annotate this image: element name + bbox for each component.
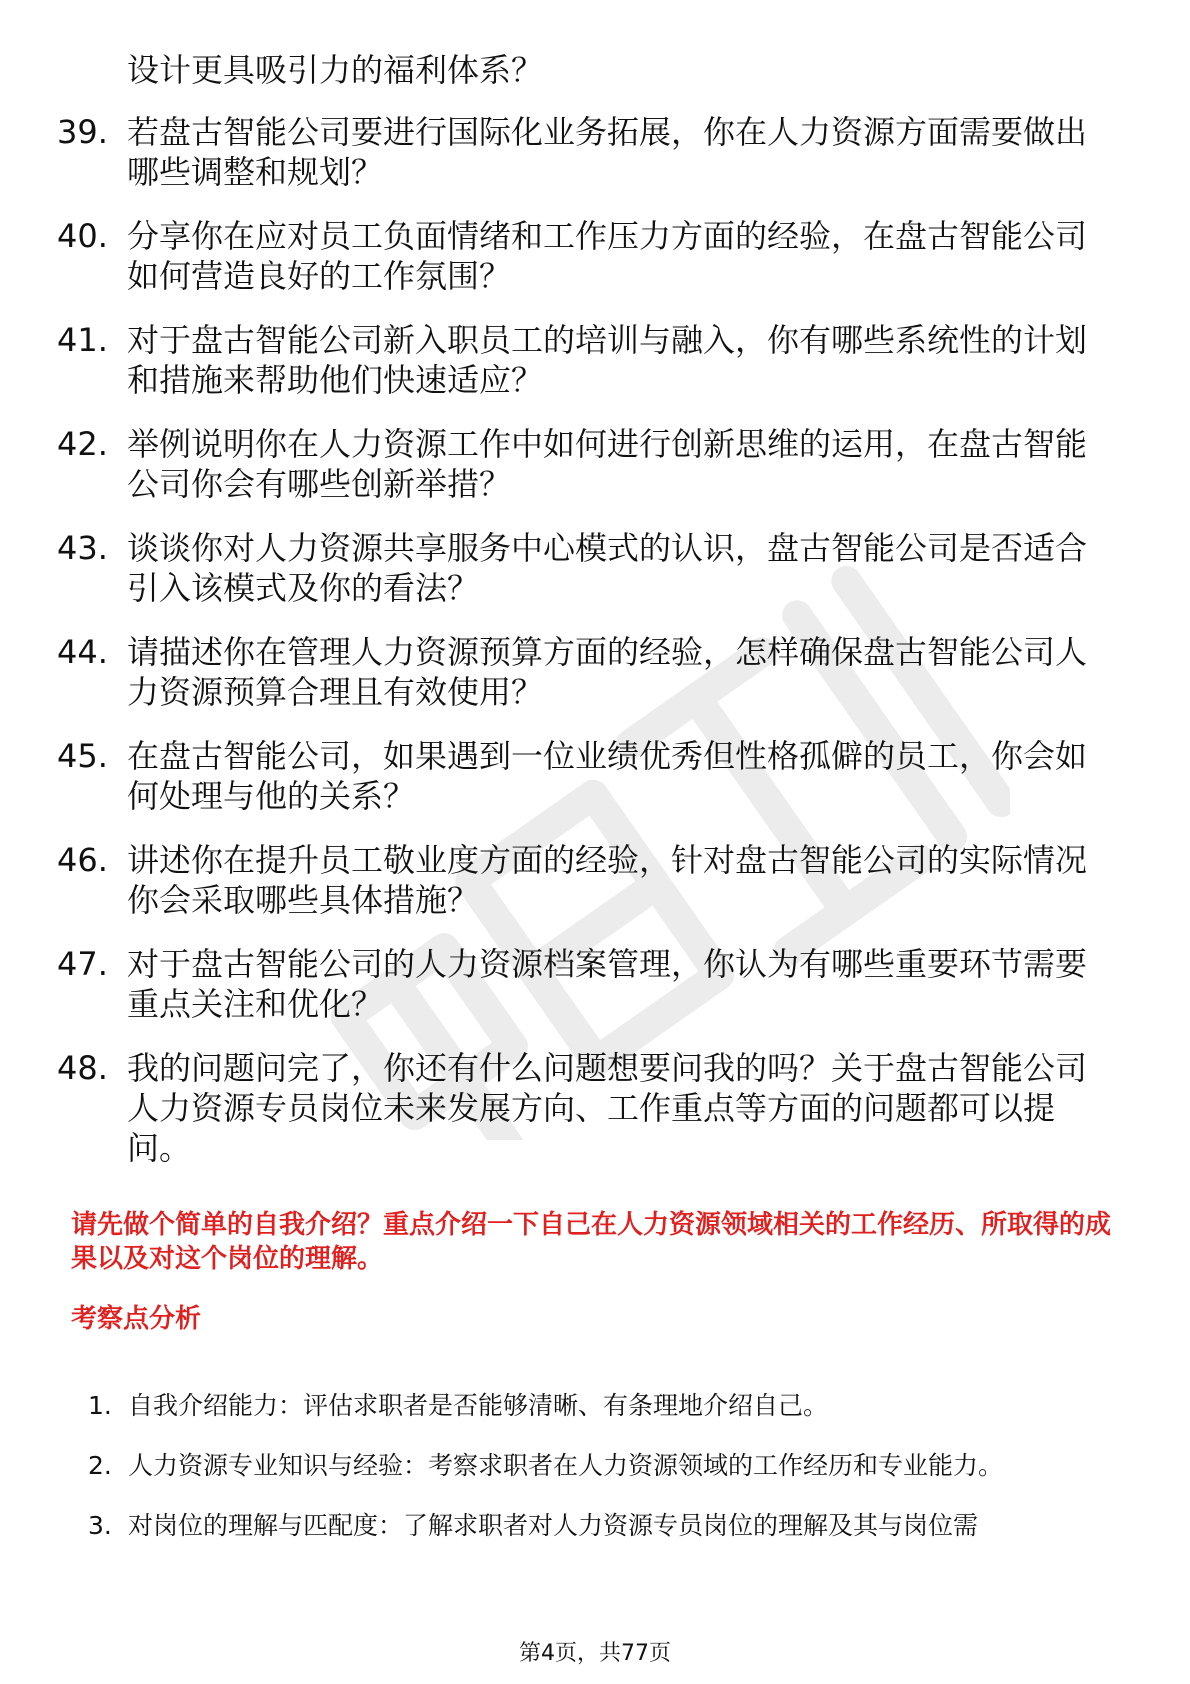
list-item [57, 840, 1117, 944]
continued-question-line: 设计更具吸引力的福利体系？ [127, 51, 544, 89]
question-text: 对于盘古智能公司的人力资源档案管理，你认为有哪些重要环节需要重点关注和优化？ [127, 945, 1088, 1023]
page-footer: 第4页，共77页 [519, 1641, 671, 1666]
question-text: 请描述你在管理人力资源预算方面的经验，怎样确保盘古智能公司人力资源预算合理且有效使用？ [127, 633, 1088, 711]
question-number: 48. [57, 1049, 108, 1087]
analysis-number: 2. [88, 1451, 112, 1480]
analysis-text: 对岗位的理解与匹配度：了解求职者对人力资源专员岗位的理解及其与岗位需 [128, 1511, 979, 1540]
question-text: 我的问题问完了，你还有什么问题想要问我的吗？关于盘古智能公司人力资源专员岗位未来发展方向、工作重点等方面的问题都可以提问。 [127, 1049, 1088, 1167]
question-number: 41. [57, 321, 108, 359]
question-text: 分享你在应对员工负面情绪和工作压力方面的经验，在盘古智能公司如何营造良好的工作氛围？ [127, 217, 1088, 295]
question-text: 讲述你在提升员工敬业度方面的经验，针对盘古智能公司的实际情况你会采取哪些具体措施？ [127, 841, 1088, 919]
analysis-text: 自我介绍能力：评估求职者是否能够清晰、有条理地介绍自己。 [128, 1391, 829, 1420]
question-number: 46. [57, 841, 108, 879]
list-item [57, 320, 1117, 424]
list-item [57, 944, 1117, 1048]
question-number: 42. [57, 425, 108, 463]
question-text: 举例说明你在人力资源工作中如何进行创新思维的运用，在盘古智能公司你会有哪些创新举措？ [127, 425, 1088, 503]
question-number: 44. [57, 633, 108, 671]
list-item [88, 1378, 1128, 1434]
question-text: 在盘古智能公司，如果遇到一位业绩优秀但性格孤僻的员工，你会如何处理与他的关系？ [127, 737, 1088, 815]
analysis-text: 人力资源专业知识与经验：考察求职者在人力资源领域的工作经历和专业能力。 [128, 1451, 1004, 1480]
question-text: 若盘古智能公司要进行国际化业务拓展，你在人力资源方面需要做出哪些调整和规划？ [127, 113, 1088, 191]
question-number: 47. [57, 945, 108, 983]
intro-prompt-heading: 请先做个简单的自我介绍？重点介绍一下自己在人力资源领域相关的工作经历、所取得的成果以及对这个岗位的理解。 [71, 1210, 1112, 1274]
analysis-list [88, 1378, 1128, 1558]
question-number: 43. [57, 529, 108, 567]
analysis-heading: 考察点分析 [71, 1304, 202, 1334]
list-item [88, 1498, 1128, 1554]
question-number: 45. [57, 737, 108, 775]
question-text: 谈谈你对人力资源共享服务中心模式的认识，盘古智能公司是否适合引入该模式及你的看法？ [127, 529, 1088, 607]
analysis-number: 1. [88, 1391, 112, 1420]
list-item [57, 216, 1117, 320]
list-item [57, 112, 1117, 216]
list-item [57, 1048, 1117, 1176]
list-item [57, 424, 1117, 528]
question-number: 40. [57, 217, 108, 255]
list-item [88, 1438, 1128, 1494]
list-item [57, 528, 1117, 632]
list-item [57, 736, 1117, 840]
question-text: 对于盘古智能公司新入职员工的培训与融入，你有哪些系统性的计划和措施来帮助他们快速适应？ [127, 321, 1088, 399]
question-list [57, 112, 1117, 1176]
question-number: 39. [57, 113, 108, 151]
analysis-number: 3. [88, 1511, 112, 1540]
list-item [57, 632, 1117, 736]
